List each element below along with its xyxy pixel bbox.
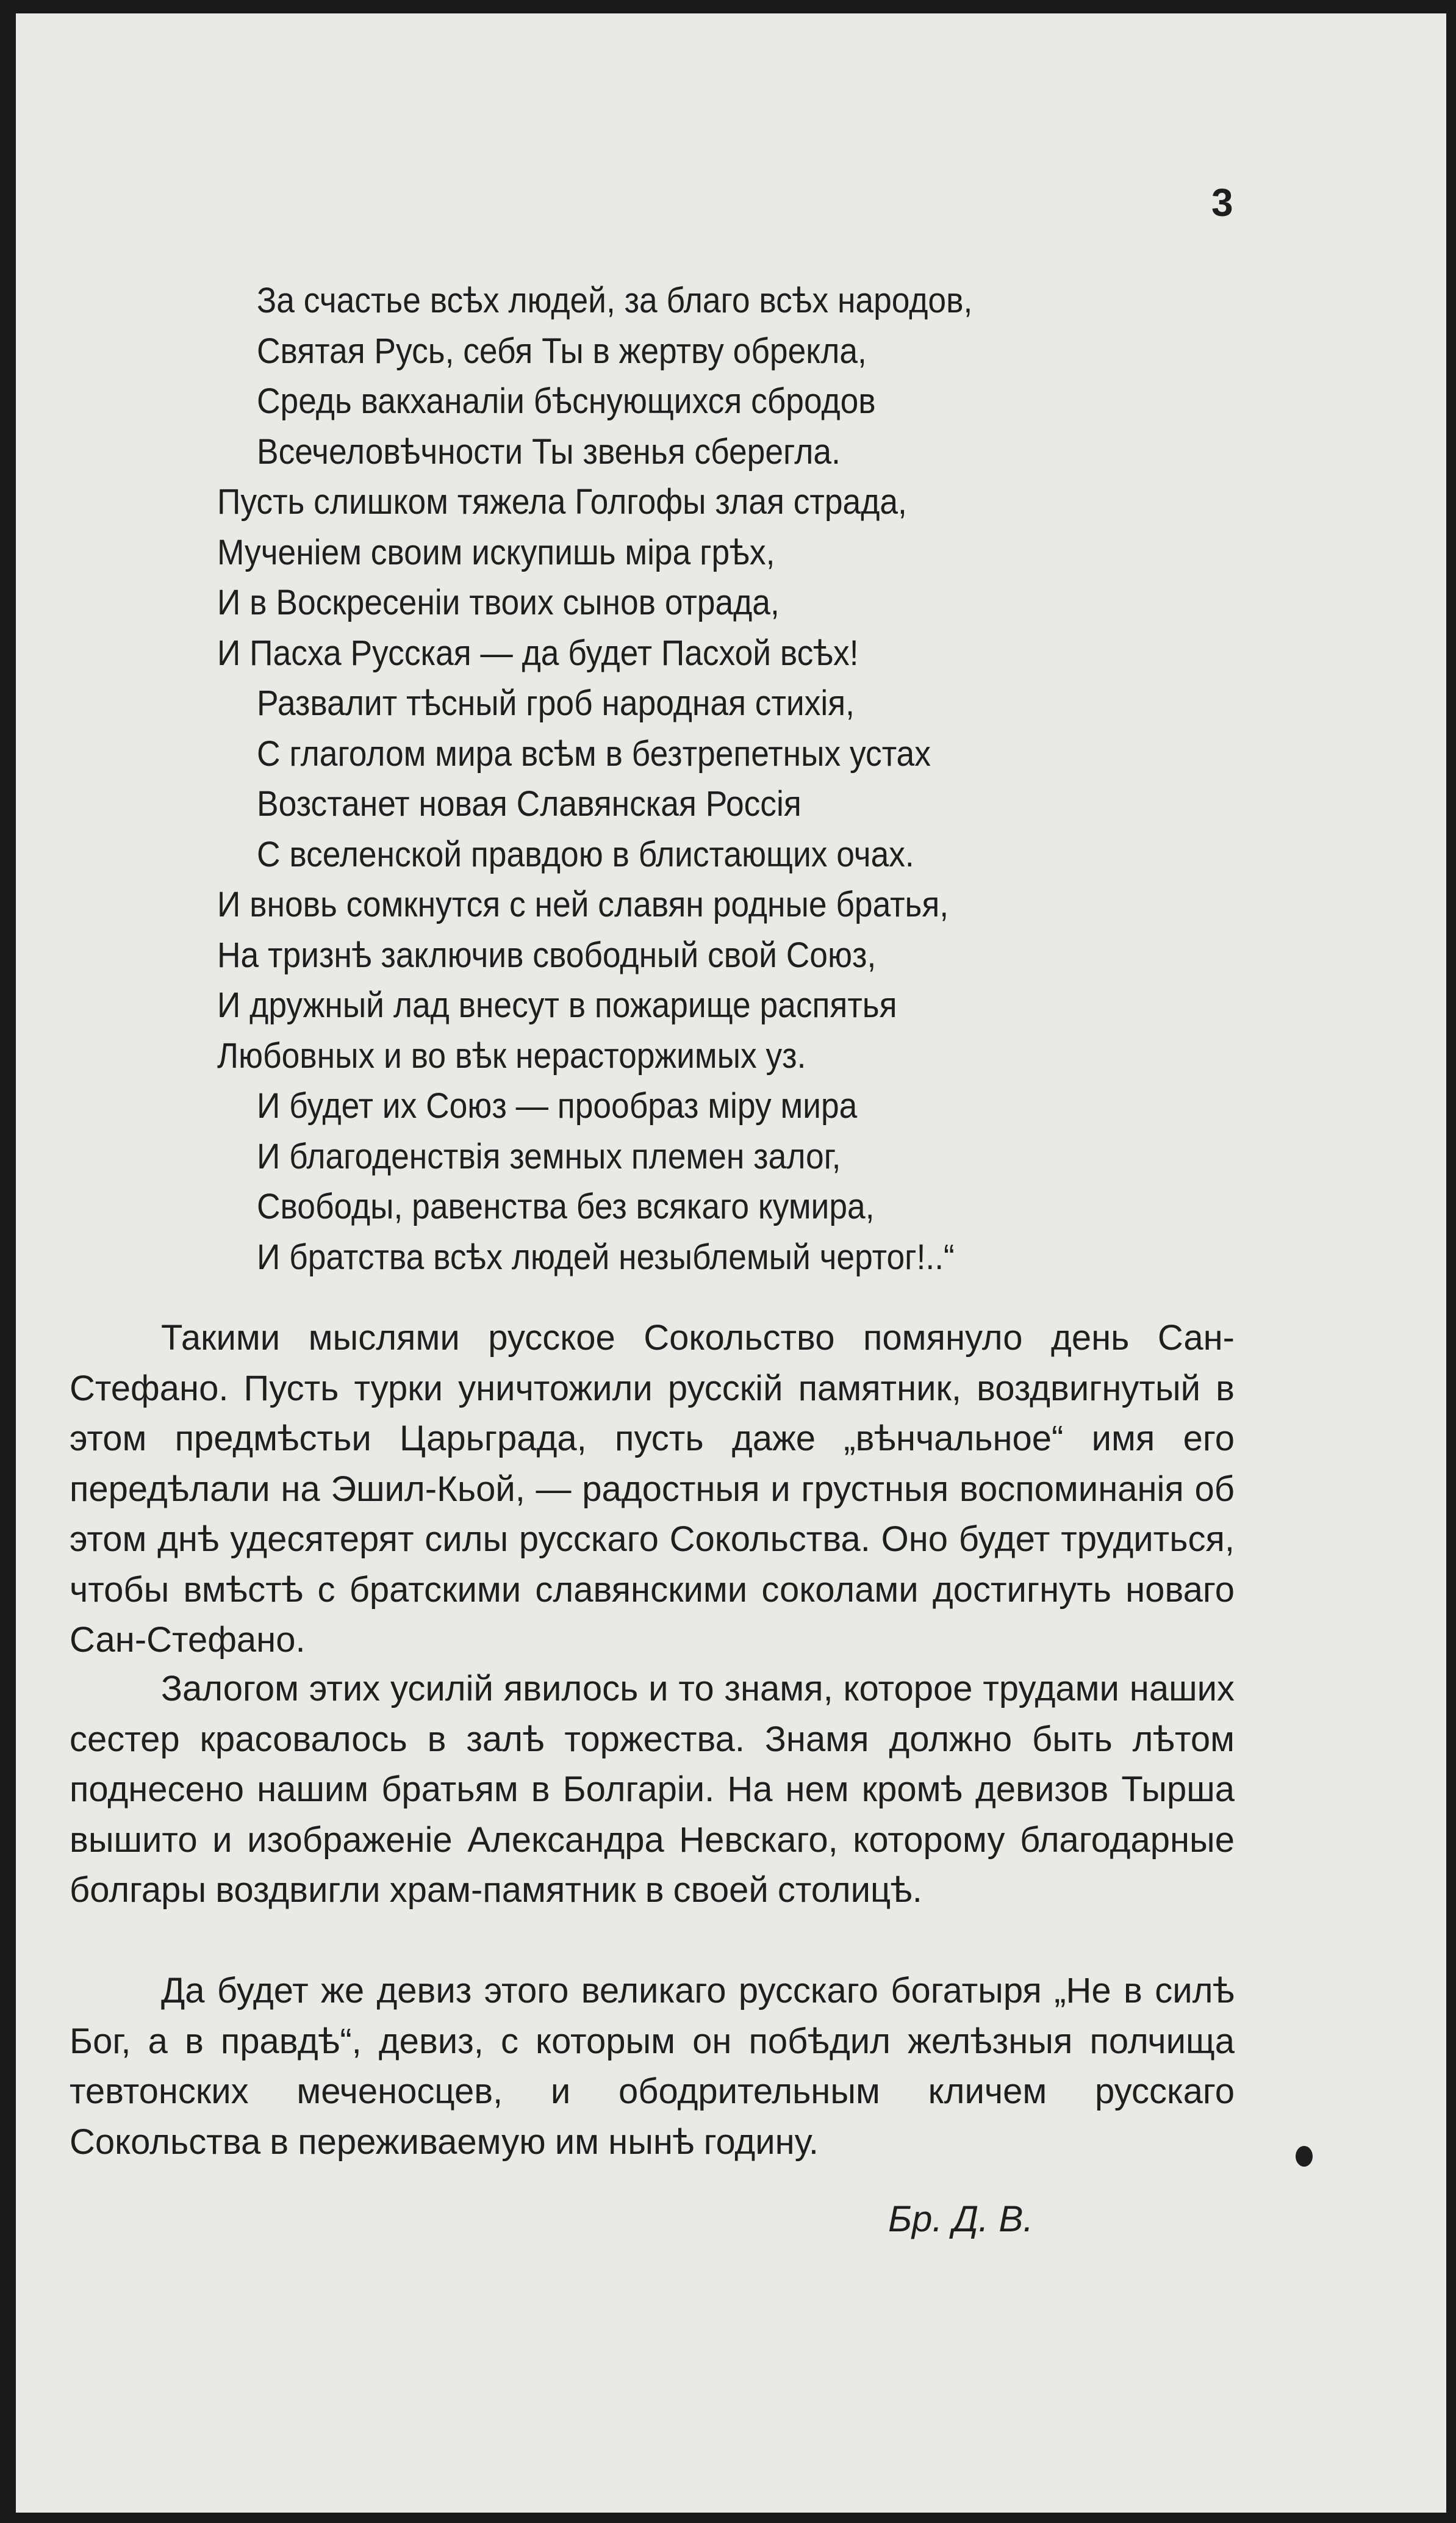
- poem-line: Всечеловѣчности Ты звенья сберегла.: [257, 431, 841, 472]
- prose-paragraph-3-block: [70, 1966, 1235, 2167]
- prose-paragraph-2-block: [70, 1664, 1235, 1916]
- poem-line: И братства всѣх людей незыблемый чертог!..“: [257, 1237, 955, 1277]
- poem-line: И в Воскресеніи твоих сынов отрада,: [217, 583, 780, 622]
- prose-paragraph: Залогом этих усилій явилось и то знамя, которое трудами наших сестер красовалось в залѣ торжества. Знамя должно быть лѣтом поднесено нашим братьям в Болгаріи. На нем кромѣ девизов Тырша вышито и изображеніе Александра Невскаго, которому благодарные болгары воздвигли храм-памятник в своей столицѣ.: [70, 1669, 1235, 1910]
- poem-line: И дружный лад внесут в пожарище распятья: [217, 985, 897, 1025]
- page-number: 3: [1211, 181, 1233, 225]
- poem-line: С вселенской правдою в блистающих очах.: [257, 834, 914, 874]
- poem-line: За счастье всѣх людей, за благо всѣх народов,: [257, 281, 973, 320]
- poem-line: Развалит тѣсный гроб народная стихія,: [257, 683, 855, 723]
- poem-line: И благоденствія земных племен залог,: [257, 1136, 841, 1176]
- poem-line: Возстанет новая Славянская Россія: [257, 784, 802, 824]
- poem-line: И вновь сомкнутся с ней славян родные братья,: [217, 885, 949, 924]
- prose-paragraph: Да будет же девиз этого великаго русскаго богатыря „Не в силѣ Бог, а в правдѣ“, девиз, с которым он побѣдил желѣзныя полчища тевтонских меченосцев, и ободрительным кличем русскаго Сокольства в переживаемую им нынѣ годину.: [70, 1971, 1235, 2162]
- prose-paragraph: Такими мыслями русское Сокольство помянуло день Сан-Стефано. Пусть турки уничтожили русскій памятник, воздвигнутый в этом предмѣстьи Царьграда, пусть даже „вѣнчальное“ имя его передѣлали на Эшил-Кьой, — радостныя и грустныя воспоминанія об этом днѣ удесятерят силы русскаго Сокольства. Оно будет трудиться, чтобы вмѣстѣ с братскими славянскими соколами достигнуть новаго Сан-Стефано.: [70, 1318, 1235, 1660]
- signature: Бр. Д. В.: [888, 2198, 1034, 2239]
- poem-line: Пусть слишком тяжела Голгофы злая страда,: [217, 482, 907, 522]
- poem-line: Святая Русь, себя Ты в жертву обрекла,: [257, 331, 867, 371]
- poem: [16, 276, 1446, 1283]
- poem-line: Средь вакханаліи бѣснующихся сбродов: [257, 381, 876, 421]
- document-page: [16, 13, 1446, 2513]
- poem-line: Свободы, равенства без всякаго кумира,: [257, 1187, 875, 1226]
- poem-line: Любовных и во вѣк нерасторжимых уз.: [217, 1035, 806, 1076]
- poem-line: На тризнѣ заключив свободный свой Союз,: [217, 935, 877, 975]
- prose-paragraph-1-block: [70, 1313, 1235, 1666]
- poem-line: Мученіем своим искупишь міра грѣх,: [217, 532, 775, 572]
- poem-line: И будет их Союз — прообраз міру мира: [257, 1086, 858, 1126]
- poem-line: И Пасха Русская — да будет Пасхой всѣх!: [217, 633, 859, 673]
- poem-line: С глаголом мира всѣм в безтрепетных устах: [257, 733, 931, 774]
- ink-speck: [1296, 2146, 1313, 2167]
